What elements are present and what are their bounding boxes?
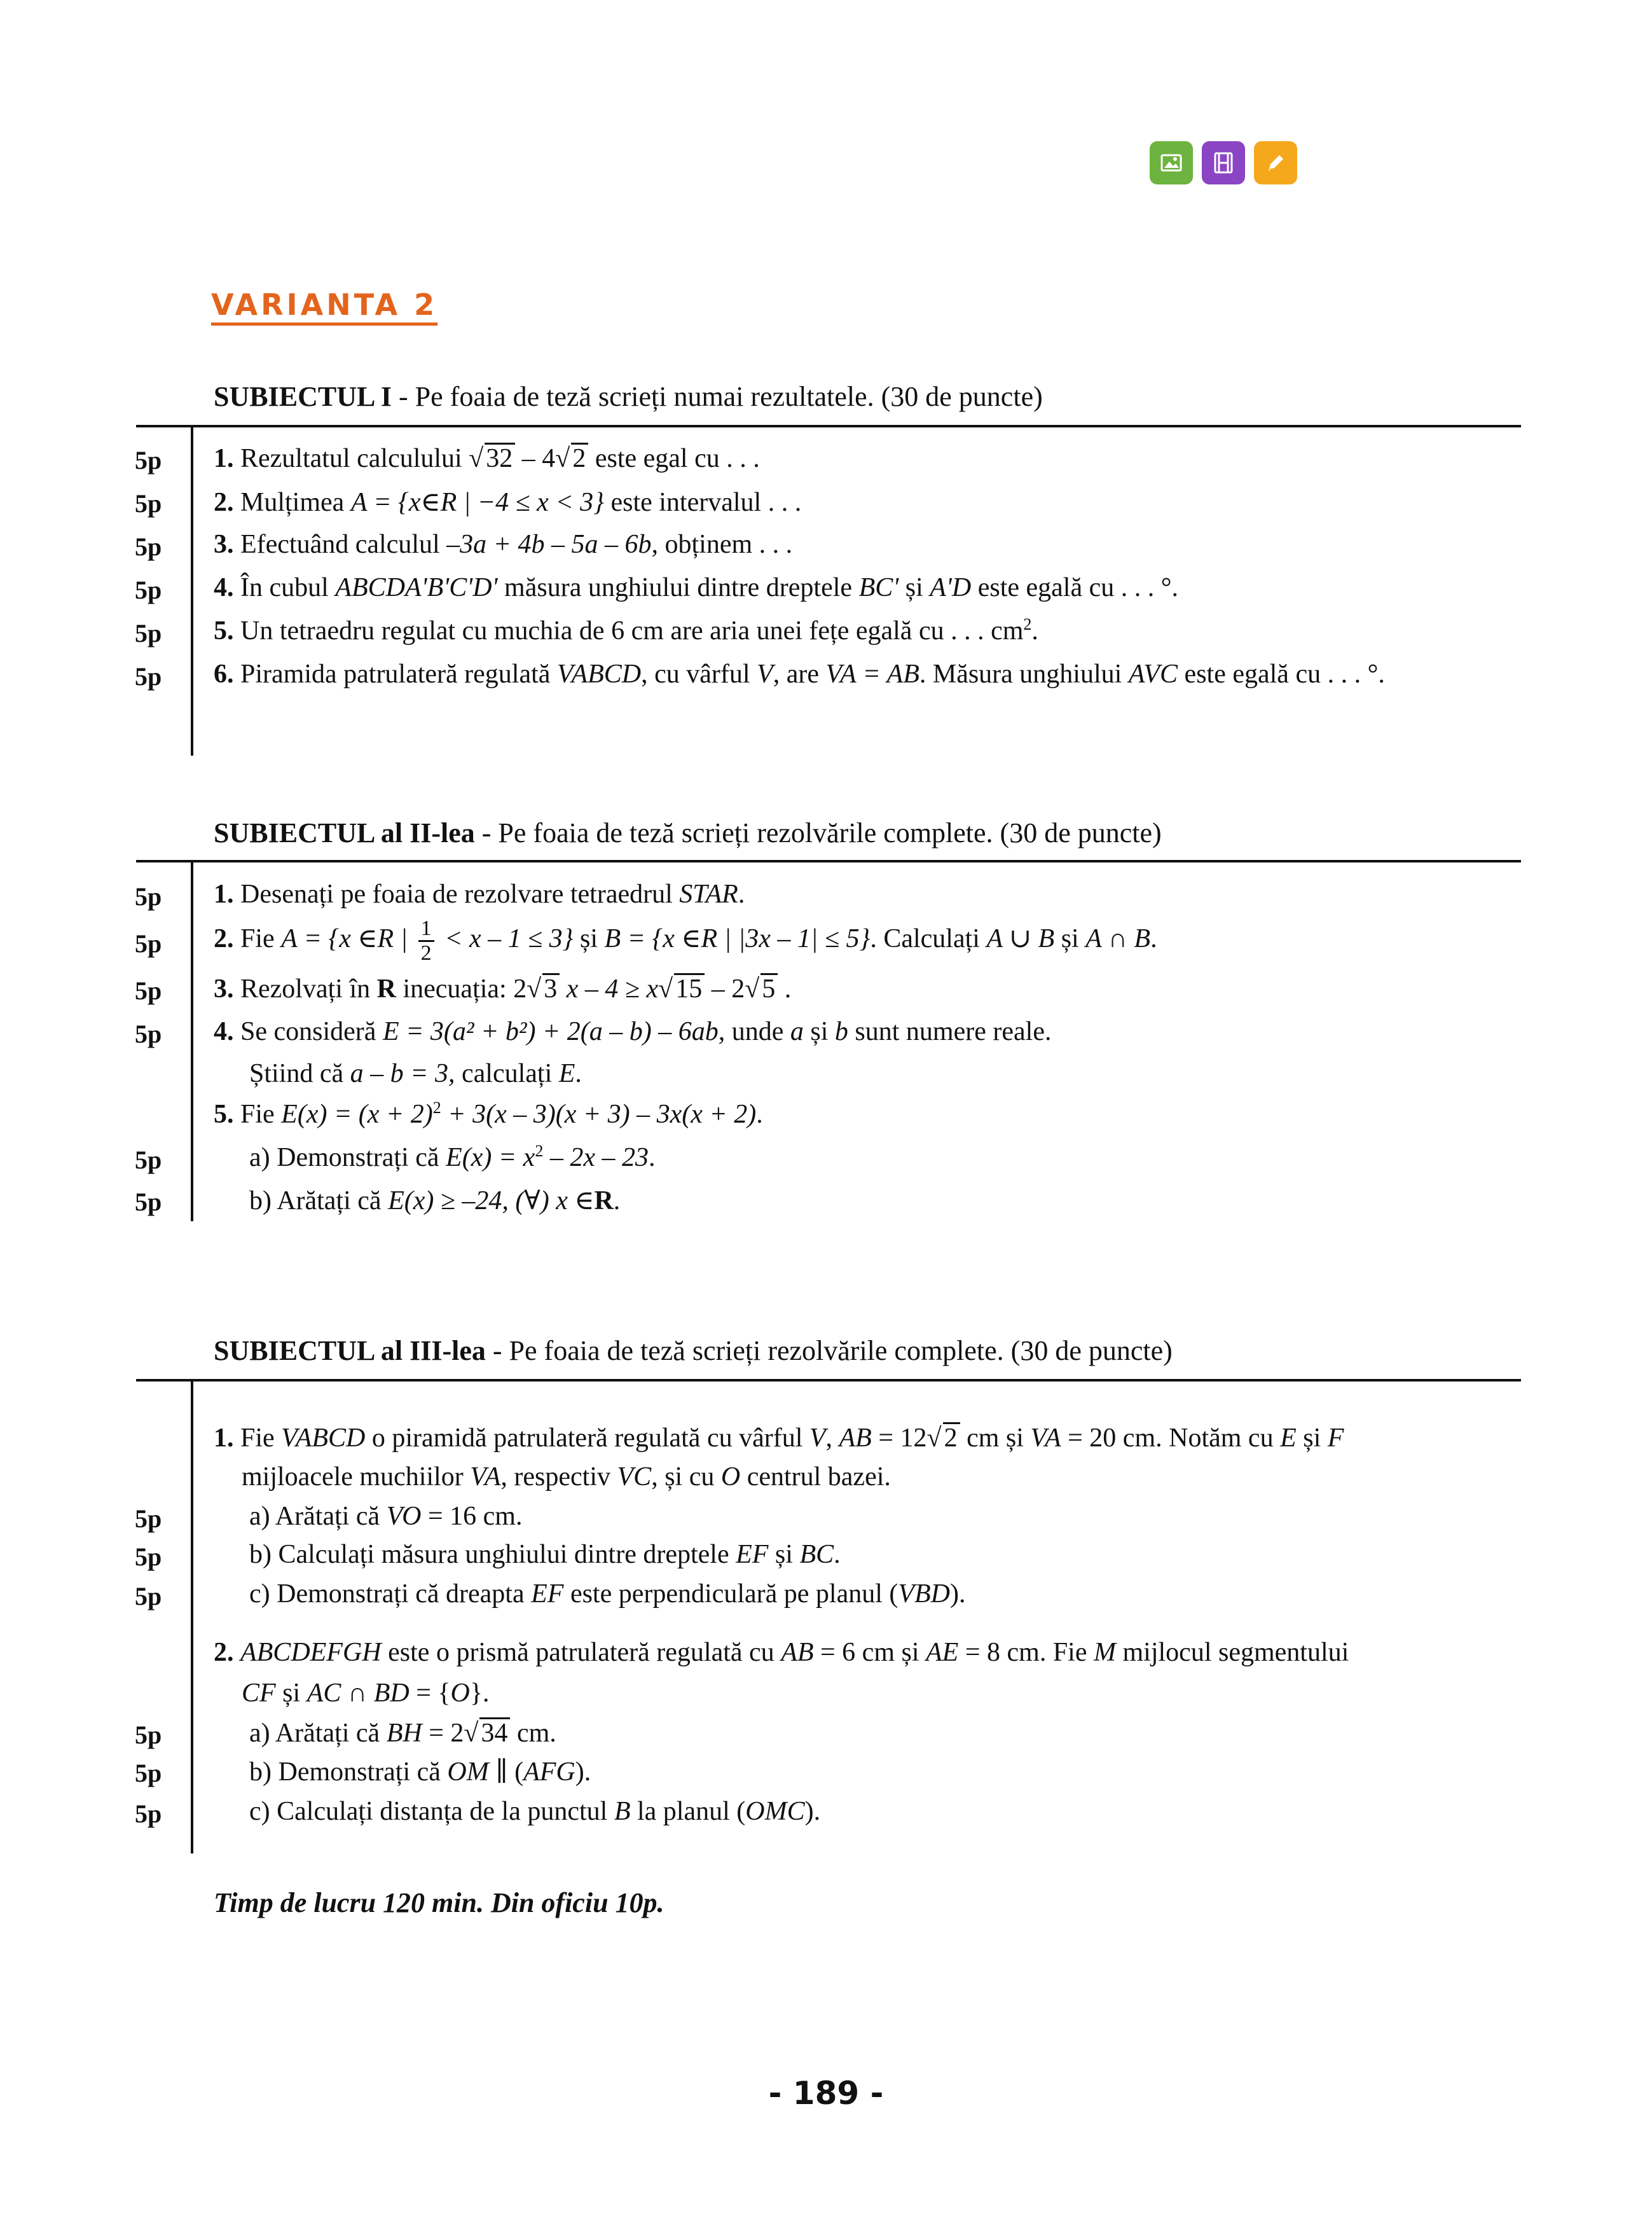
points-label: 5p xyxy=(135,882,162,911)
math: BC xyxy=(799,1540,834,1569)
math: VBD xyxy=(898,1579,951,1609)
math: AB xyxy=(781,1638,814,1667)
toolbar-icons xyxy=(1150,141,1297,184)
s2-question-5 xyxy=(214,1099,763,1130)
math: b xyxy=(834,1017,848,1046)
text: În cubul xyxy=(233,573,336,602)
points-label: 5p xyxy=(135,1582,162,1610)
math: EF xyxy=(736,1540,769,1569)
divider xyxy=(191,1380,193,1853)
section-2-header xyxy=(214,817,1162,849)
text: și xyxy=(275,1679,307,1708)
math: VA xyxy=(1030,1423,1061,1453)
text: . Calculați xyxy=(870,924,987,953)
divider xyxy=(136,425,1521,427)
text: = 20 cm. Notăm cu xyxy=(1061,1423,1281,1453)
points-label: 5p xyxy=(135,446,162,474)
math: B = {x ∈R | |3x – 1| ≤ 5} xyxy=(604,924,871,953)
s3-problem-2a: a) Arătați că BH = 2√34 cm. xyxy=(249,1719,556,1748)
text: ∥ ( xyxy=(488,1757,524,1787)
text: este egală cu . . . °. xyxy=(1178,660,1385,689)
pencil-icon[interactable] xyxy=(1254,141,1297,184)
math: E(x) = x xyxy=(446,1143,535,1172)
radicand: 15 xyxy=(674,973,705,1003)
math: VABCD xyxy=(281,1423,366,1453)
math: E = 3(a² + b²) + 2(a – b) – 6ab, xyxy=(382,1017,726,1046)
math: ABCDEFGH xyxy=(240,1638,382,1667)
points-label: 5p xyxy=(135,976,162,1005)
section-2-instructions: - Pe foaia de teză scrieți rezolvările complete. (30 de puncte) xyxy=(474,817,1162,848)
radicand: 32 xyxy=(485,443,515,473)
text: este intervalul . . . xyxy=(603,488,802,517)
text: . xyxy=(778,974,792,1004)
text: și xyxy=(803,1017,835,1046)
text: b) Demonstrați că xyxy=(249,1757,448,1787)
text: . xyxy=(575,1059,582,1088)
text: Fie xyxy=(233,1423,282,1453)
exponent: 2 xyxy=(432,1098,441,1117)
points-label: 5p xyxy=(135,1146,162,1174)
text: mijlocul segmentului xyxy=(1116,1638,1349,1667)
film-icon[interactable] xyxy=(1202,141,1245,184)
section-1-instructions: - Pe foaia de teză scrieți numai rezultatele. (30 de puncte) xyxy=(392,381,1043,412)
math: ABCDA'B'C'D' xyxy=(335,573,498,602)
text: Știind că xyxy=(249,1059,350,1088)
s3-problem-2-continued xyxy=(242,1678,490,1708)
math: V xyxy=(809,1423,826,1453)
text: cm și xyxy=(960,1423,1031,1453)
math: AFG xyxy=(523,1757,575,1787)
text: = 12 xyxy=(871,1423,927,1453)
s3-problem-1: 1. Fie VABCD o piramidă patrulateră regulată cu vârful V, AB = 12√2 cm și VA = 20 cm. Notăm cu E și F xyxy=(214,1423,1344,1453)
text: a) Arătați că xyxy=(249,1502,387,1531)
math: VA = AB xyxy=(825,660,919,689)
text: = 16 cm. xyxy=(421,1502,523,1531)
text: = 2 xyxy=(422,1719,464,1748)
text: Fie xyxy=(233,924,282,953)
s3-problem-2b xyxy=(249,1755,591,1787)
section-3-title: SUBIECTUL al III-lea xyxy=(214,1335,486,1366)
text: Un tetraedru regulat cu muchia de 6 cm are aria unei fețe egală cu . . . cm xyxy=(233,616,1024,646)
question-number: 5. xyxy=(214,1100,234,1129)
text: Piramida patrulateră regulată xyxy=(233,660,557,689)
s3-problem-1a xyxy=(249,1501,522,1532)
s2-question-5a xyxy=(249,1142,655,1173)
math: A'D xyxy=(930,573,972,602)
points-label: 5p xyxy=(135,1504,162,1533)
text: obținem . . . xyxy=(658,530,793,559)
math: O xyxy=(720,1462,741,1492)
radicand: 5 xyxy=(761,973,778,1003)
s1-question-2 xyxy=(214,486,801,518)
text: este perpendiculară pe planul ( xyxy=(563,1579,898,1609)
section-3-header xyxy=(214,1334,1173,1367)
points-label: 5p xyxy=(135,662,162,691)
text: și xyxy=(898,573,930,602)
text: mijloacele muchiilor xyxy=(242,1462,471,1492)
math: A = {x∈R | −4 ≤ x < 3} xyxy=(350,488,604,517)
text: – 2 xyxy=(705,974,745,1004)
s1-question-1: 1. Rezultatul calculului √32 – 4√2 este egal cu . . . xyxy=(214,444,760,473)
question-number: 2. xyxy=(214,1638,234,1667)
denominator: 2 xyxy=(420,941,432,965)
math: O xyxy=(450,1679,470,1708)
s3-problem-2 xyxy=(214,1637,1349,1668)
math: VA xyxy=(470,1462,501,1492)
exponent: 2 xyxy=(535,1142,544,1160)
text: = { xyxy=(409,1679,451,1708)
text: Efectuând calculul xyxy=(233,530,447,559)
question-number: 4. xyxy=(214,573,234,602)
question-number: 2. xyxy=(214,924,234,953)
text: , cu vârful xyxy=(641,660,757,689)
math: F xyxy=(1327,1423,1344,1453)
math: VABCD xyxy=(556,660,642,689)
question-number: 5. xyxy=(214,616,234,646)
s2-question-2 xyxy=(214,917,1157,964)
text: și xyxy=(1296,1423,1328,1453)
question-number: 3. xyxy=(214,974,234,1004)
math: AC ∩ BD xyxy=(306,1679,410,1708)
points-label: 5p xyxy=(135,1188,162,1216)
text: este egal cu . . . xyxy=(595,444,760,473)
variant-title: VARIANTA 2 xyxy=(211,287,438,322)
s1-question-4 xyxy=(214,572,1178,603)
text: Se consideră xyxy=(233,1017,383,1046)
reals-symbol: R xyxy=(594,1186,614,1215)
image-icon[interactable] xyxy=(1150,141,1193,184)
text: Desenați pe foaia de rezolvare tetraedrul xyxy=(233,880,680,909)
math: OMC xyxy=(745,1797,805,1826)
text: și xyxy=(1054,924,1086,953)
section-1-title: SUBIECTUL I xyxy=(214,381,392,412)
divider xyxy=(191,861,193,1221)
text: este egală cu . . . °. xyxy=(971,573,1179,602)
text: Fie xyxy=(233,1100,282,1129)
points-label: 5p xyxy=(135,1020,162,1048)
math: E(x) ≥ –24, (∀) x ∈ xyxy=(388,1186,595,1215)
text: . xyxy=(834,1540,841,1569)
math: OM xyxy=(447,1757,489,1787)
text: Rezultatul calculului xyxy=(233,444,469,473)
question-number: 1. xyxy=(214,1423,234,1453)
text: calculați xyxy=(455,1059,559,1088)
math: E xyxy=(558,1059,575,1088)
text: sunt numere reale. xyxy=(848,1017,1052,1046)
math: E xyxy=(1280,1423,1297,1453)
math: –3a + 4b – 5a – 6b, xyxy=(446,530,659,559)
points-label: 5p xyxy=(135,1759,162,1787)
points-label: 5p xyxy=(135,489,162,518)
text: c) Calculați distanța de la punctul xyxy=(249,1797,614,1826)
points-label: 5p xyxy=(135,929,162,958)
fraction xyxy=(418,917,434,964)
text: , și cu xyxy=(651,1462,721,1492)
text: inecuația: 2 xyxy=(396,974,527,1004)
math: V xyxy=(757,660,773,689)
s3-problem-1c xyxy=(249,1579,966,1609)
radicand: 34 xyxy=(479,1717,510,1747)
s2-question-4-continued xyxy=(249,1058,582,1089)
page-number: - 189 - xyxy=(768,2075,884,2112)
math: AE xyxy=(926,1638,959,1667)
radicand: 2 xyxy=(571,443,588,473)
text: o piramidă patrulateră regulată cu vârful xyxy=(365,1423,809,1453)
s1-question-3 xyxy=(214,529,792,560)
s2-question-4 xyxy=(214,1016,1051,1047)
text: Mulțimea xyxy=(233,488,351,517)
text: centrul bazei. xyxy=(740,1462,891,1492)
divider xyxy=(191,426,193,756)
text: a) Arătați că xyxy=(249,1719,387,1748)
math: a – b = 3, xyxy=(350,1059,455,1088)
text: }. xyxy=(469,1679,490,1708)
s3-problem-1-continued xyxy=(242,1462,891,1492)
s1-question-5 xyxy=(214,616,1038,646)
question-number: 3. xyxy=(214,530,234,559)
s1-question-6 xyxy=(214,659,1385,689)
exponent: 2 xyxy=(1023,615,1032,634)
question-number: 1. xyxy=(214,880,234,909)
text: ). xyxy=(950,1579,966,1609)
points-label: 5p xyxy=(135,619,162,647)
divider xyxy=(136,1379,1521,1382)
math: a xyxy=(790,1017,804,1046)
math: BH xyxy=(386,1719,422,1748)
math: A ∪ B xyxy=(986,924,1055,953)
text: . xyxy=(648,1143,656,1172)
math: B xyxy=(614,1797,631,1826)
text: , are xyxy=(773,660,826,689)
points-label: 5p xyxy=(135,1799,162,1828)
text: , xyxy=(825,1423,839,1453)
text: ). xyxy=(804,1797,821,1826)
radicand: 3 xyxy=(542,973,560,1003)
s2-question-1 xyxy=(214,879,745,910)
math: CF xyxy=(242,1679,276,1708)
text xyxy=(234,1638,241,1667)
question-number: 4. xyxy=(214,1017,234,1046)
text: și xyxy=(768,1540,800,1569)
math: < x – 1 ≤ 3} xyxy=(437,924,574,953)
section-3-instructions: - Pe foaia de teză scrieți rezolvările complete. (30 de puncte) xyxy=(485,1335,1173,1366)
reals-symbol: R xyxy=(376,974,396,1004)
radicand: 2 xyxy=(943,1422,960,1452)
text: b) Arătați că xyxy=(249,1186,389,1215)
math: x – 4 ≥ x xyxy=(560,974,659,1004)
text: . xyxy=(1031,616,1038,646)
text: este o prismă patrulateră regulată cu xyxy=(381,1638,781,1667)
math: AB xyxy=(839,1423,872,1453)
text: – 4 xyxy=(515,444,556,473)
s3-problem-2c xyxy=(249,1796,820,1827)
text: măsura unghiului dintre dreptele xyxy=(497,573,859,602)
text: c) Demonstrați că dreapta xyxy=(249,1579,532,1609)
section-1-header xyxy=(214,380,1043,413)
points-label: 5p xyxy=(135,532,162,561)
text: . xyxy=(738,880,745,909)
points-label: 5p xyxy=(135,1542,162,1571)
question-number: 1. xyxy=(214,444,234,473)
text: = 8 cm. Fie xyxy=(958,1638,1094,1667)
section-2-title: SUBIECTUL al II-lea xyxy=(214,817,475,848)
text: la planul ( xyxy=(630,1797,746,1826)
text: , respectiv xyxy=(500,1462,617,1492)
text: = 6 cm și xyxy=(813,1638,926,1667)
text: . xyxy=(1150,924,1157,953)
math: STAR xyxy=(679,880,738,909)
math: + 3(x – 3)(x + 3) – 3x(x + 2) xyxy=(441,1100,757,1129)
time-note: Timp de lucru 120 min. Din oficiu 10p. xyxy=(214,1887,664,1918)
points-label: 5p xyxy=(135,1721,162,1749)
s3-problem-1b xyxy=(249,1539,841,1570)
text: unde xyxy=(725,1017,790,1046)
text: b) Calculați măsura unghiului dintre dreptele xyxy=(249,1540,736,1569)
math: A = {x ∈R | xyxy=(281,924,415,953)
s2-question-3: 3. Rezolvați în R inecuația: 2√3 x – 4 ≥ x√15 – 2√5 . xyxy=(214,974,792,1004)
text: ). xyxy=(575,1757,591,1787)
text: cm. xyxy=(510,1719,556,1748)
math: A ∩ B xyxy=(1085,924,1151,953)
text: . xyxy=(613,1186,621,1215)
math: BC' xyxy=(858,573,899,602)
text: Rezolvați în xyxy=(233,974,377,1004)
math: VO xyxy=(386,1502,422,1531)
math: EF xyxy=(531,1579,564,1609)
math: VC xyxy=(617,1462,652,1492)
question-number: 2. xyxy=(214,488,234,517)
question-number: 6. xyxy=(214,660,234,689)
text: . Măsura unghiului xyxy=(919,660,1129,689)
text: . xyxy=(756,1100,763,1129)
text: a) Demonstrați că xyxy=(249,1143,446,1172)
text: și xyxy=(573,924,605,953)
math: – 2x – 23 xyxy=(543,1143,649,1172)
divider xyxy=(136,860,1521,862)
math: M xyxy=(1094,1638,1116,1667)
s2-question-5b xyxy=(249,1184,620,1216)
math: E(x) = (x + 2) xyxy=(281,1100,433,1129)
math: AVC xyxy=(1128,660,1178,689)
numerator: 1 xyxy=(418,917,434,942)
points-label: 5p xyxy=(135,576,162,604)
